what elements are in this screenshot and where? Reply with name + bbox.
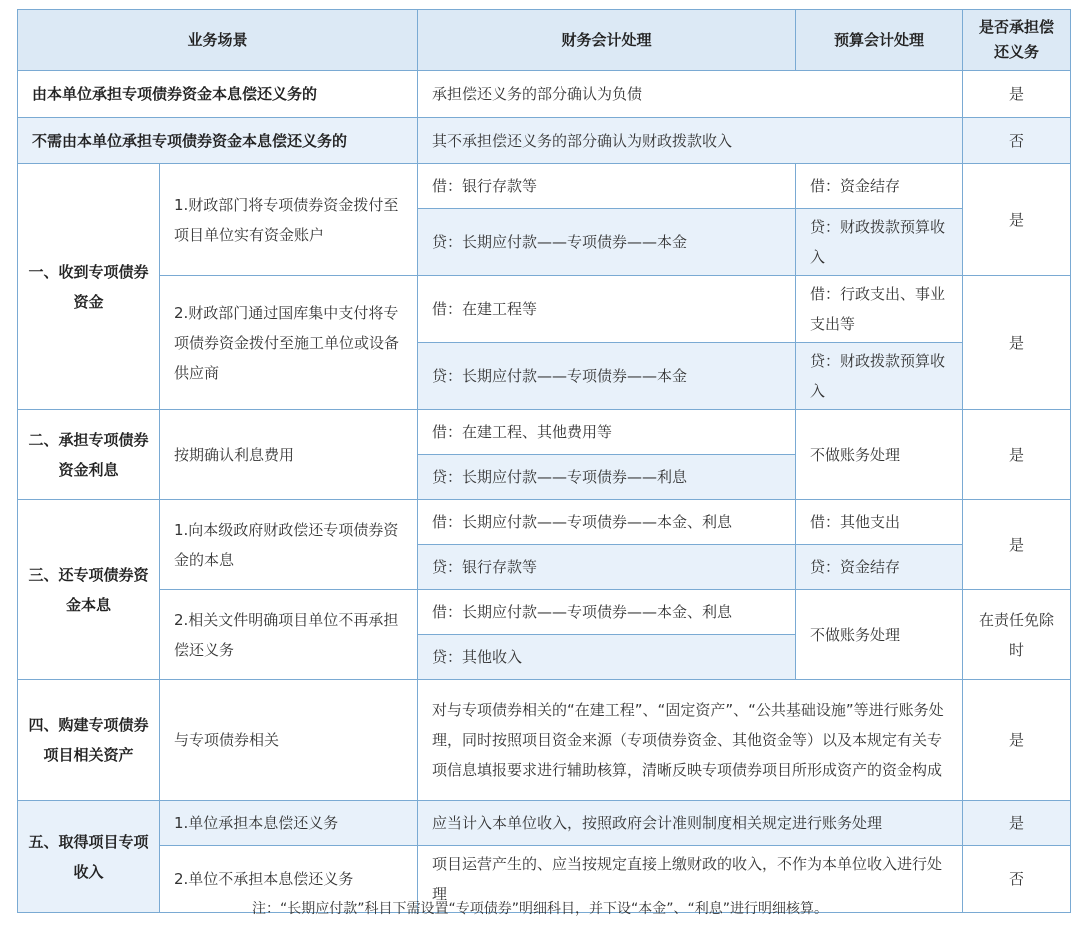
obligation-cell: 是	[963, 801, 1071, 846]
financial-credit: 贷：其他收入	[418, 635, 796, 680]
obligation-cell: 是	[963, 410, 1071, 500]
obligation-cell: 是	[963, 680, 1071, 801]
financial-debit: 借：长期应付款——专项债券——本金、利息	[418, 590, 796, 635]
obligation-cell: 否	[963, 846, 1071, 913]
table-row	[18, 500, 1071, 545]
budget-cell: 不做账务处理	[796, 410, 963, 500]
financial-cell: 对与专项债券相关的“在建工程”、“固定资产”、“公共基础设施”等进行账务处理，同时按照项目资金来源（专项债券资金、其他资金等）以及本规定有关专项信息填报要求进行辅助核算，清晰反映专项债券项目所形成资产的资金构成	[418, 680, 963, 801]
financial-debit: 借：银行存款等	[418, 164, 796, 209]
category-label: 五、取得项目专项收入	[18, 801, 160, 913]
header-scene: 业务场景	[18, 10, 418, 71]
budget-credit: 贷：财政拨款预算收入	[796, 343, 963, 410]
obligation-cell: 是	[963, 276, 1071, 410]
row-obligation: 否	[963, 118, 1071, 164]
header-obligation: 是否承担偿还义务	[963, 10, 1071, 71]
financial-debit: 借：长期应付款——专项债券——本金、利息	[418, 500, 796, 545]
scene-cell: 与专项债券相关	[160, 680, 418, 801]
category-label: 二、承担专项债券资金利息	[18, 410, 160, 500]
financial-cell: 应当计入本单位收入，按照政府会计准则制度相关规定进行账务处理	[418, 801, 963, 846]
scene-cell: 2.相关文件明确项目单位不再承担偿还义务	[160, 590, 418, 680]
budget-debit: 借：资金结存	[796, 164, 963, 209]
accounting-table	[17, 9, 1071, 913]
scene-cell: 1.单位承担本息偿还义务	[160, 801, 418, 846]
financial-credit: 贷：长期应付款——专项债券——本金	[418, 209, 796, 276]
financial-cell: 项目运营产生的、应当按规定直接上缴财政的收入，不作为本单位收入进行处理	[418, 846, 963, 913]
financial-credit: 贷：长期应付款——专项债券——本金	[418, 343, 796, 410]
budget-debit: 借：行政支出、事业支出等	[796, 276, 963, 343]
category-label: 四、购建专项债券项目相关资产	[18, 680, 160, 801]
financial-debit: 借：在建工程等	[418, 276, 796, 343]
scene-cell: 按期确认利息费用	[160, 410, 418, 500]
table-row	[18, 680, 1071, 801]
financial-credit: 贷：长期应付款——专项债券——利息	[418, 455, 796, 500]
row-financial: 其不承担偿还义务的部分确认为财政拨款收入	[418, 118, 963, 164]
table-header-row	[18, 10, 1071, 71]
row-label: 由本单位承担专项债券资金本息偿还义务的	[18, 71, 418, 118]
category-label: 三、还专项债券资金本息	[18, 500, 160, 680]
scene-cell: 1.向本级政府财政偿还专项债券资金的本息	[160, 500, 418, 590]
table-row	[18, 410, 1071, 455]
budget-credit: 贷：财政拨款预算收入	[796, 209, 963, 276]
obligation-cell: 是	[963, 164, 1071, 276]
obligation-cell: 是	[963, 500, 1071, 590]
category-label: 一、收到专项债券资金	[18, 164, 160, 410]
obligation-cell: 在责任免除时	[963, 590, 1071, 680]
scene-cell: 2.单位不承担本息偿还义务	[160, 846, 418, 913]
header-financial: 财务会计处理	[418, 10, 796, 71]
table-row	[18, 801, 1071, 846]
table-row	[18, 276, 1071, 343]
footnote: 注：“长期应付款”科目下需设置“专项债券”明细科目，并下设“本金”、“利息”进行明细核算。	[251, 901, 829, 917]
scene-cell: 2.财政部门通过国库集中支付将专项债券资金拨付至施工单位或设备供应商	[160, 276, 418, 410]
table-row	[18, 118, 1071, 164]
table-row	[18, 590, 1071, 635]
financial-debit: 借：在建工程、其他费用等	[418, 410, 796, 455]
table-row	[18, 71, 1071, 118]
budget-cell: 不做账务处理	[796, 590, 963, 680]
row-financial: 承担偿还义务的部分确认为负债	[418, 71, 963, 118]
row-obligation: 是	[963, 71, 1071, 118]
header-budget: 预算会计处理	[796, 10, 963, 71]
budget-credit: 贷：资金结存	[796, 545, 963, 590]
row-label: 不需由本单位承担专项债券资金本息偿还义务的	[18, 118, 418, 164]
table-row	[18, 164, 1071, 209]
financial-credit: 贷：银行存款等	[418, 545, 796, 590]
budget-debit: 借：其他支出	[796, 500, 963, 545]
scene-cell: 1.财政部门将专项债券资金拨付至项目单位实有资金账户	[160, 164, 418, 276]
